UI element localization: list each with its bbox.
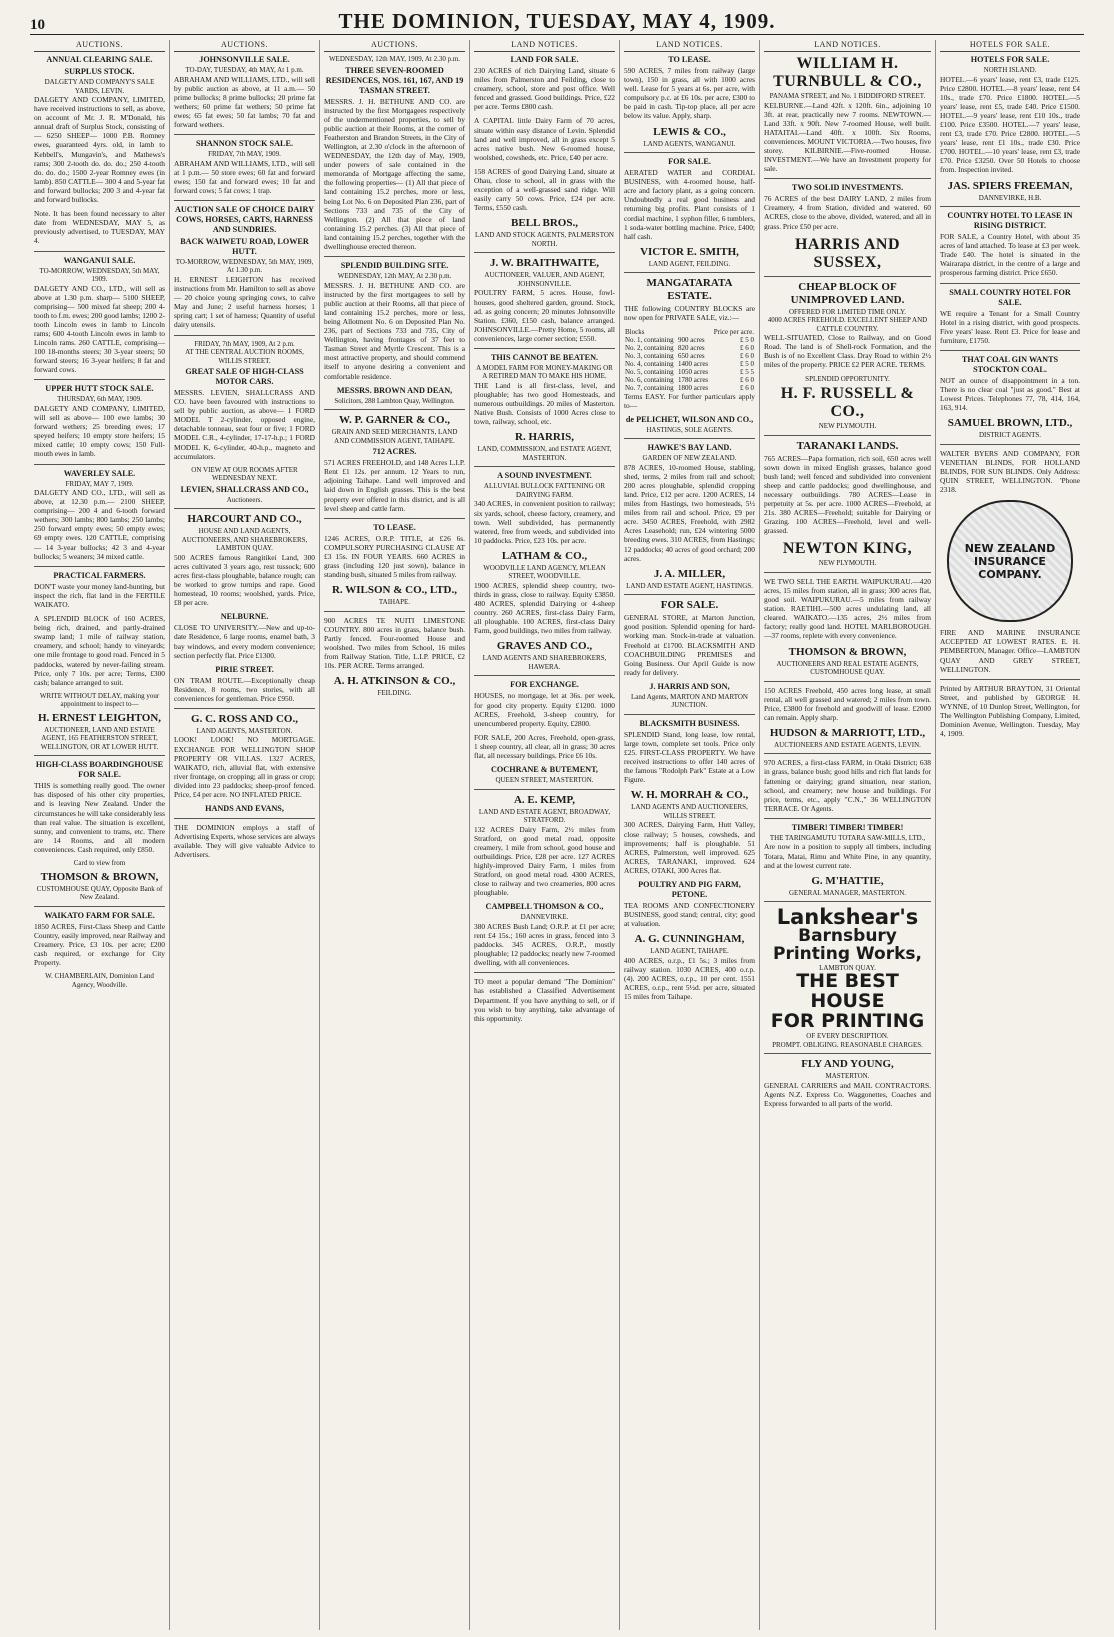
advertiser-name: H. ERNEST LEIGHTON,: [37, 711, 162, 724]
ad-body: HOTEL.—6 years' lease, rent £3, trade £125. Price £2800. HOTEL.—8 years' lease, rent £4 10s., trade £70. Price £1800. HOTEL.—5 years' lease, rent £5, trade £40. Price £1500. HOTEL.—9 years' lease, rent £10 10s., trade £100. Price £3500. HOTEL.—7 years' lease, rent £3, trade £70. Price £2800. HOTEL.—5 years' lease, rent £1 10s., trade £30. Price £700. HOTEL.—10 years' lease, rent £3, trade £70. Price £3250. Over 50 Hotels to choose from. Inspection invited.: [940, 74, 1080, 175]
advertiser-name: MESSRS. BROWN AND DEAN,: [336, 385, 453, 395]
table-cell: No. 7, containing: [625, 383, 674, 392]
ad-heading: FOR SALE.: [660, 599, 719, 612]
ad-body: 230 ACRES of rich Dairying Land, situate 6 miles from Palmerston and Feilding, close to creamery, school, store and post office. Well fenced and grassed. Good buildings. Price, £22 per acre. Terms £800 cash.: [474, 66, 615, 112]
lankshear-title: Lankshear's: [776, 905, 919, 930]
column-7: [936, 40, 1084, 1630]
advertiser-name: J. A. MILLER,: [653, 567, 726, 580]
ad-body: AERATED WATER and CORDIAL BUSINESS, with 4-roomed house, half-acre and factory plant, as a going concern. Undoubtedly a real good business and returning big profits. Plant consists of 1 cordial machine, 1 syphon filler, 6 tumblers, 1 soda-water bottling machine. Price, £400; half cash.: [624, 168, 755, 241]
ad-body: GENERAL CARRIERS and MAIL CONTRACTORS. Agents N.Z. Express Co. Waggonettes, Coaches and Express forwarded to all parts of the world.: [764, 1080, 931, 1108]
advertiser-address: GENERAL MANAGER, MASTERTON.: [788, 888, 907, 897]
ad-body: 1900 ACRES, splendid sheep country, two-thirds in grass, close to railway. Equity £3850. 480 ACRES, splendid Dairying or 4-sheep country. 260 ACRES, first-class Dairy Farm, all ploughable. 100 ACRES, first-class Dairy Farm, good buildings, two miles from railway.: [474, 580, 615, 636]
ad-body: 590 ACRES, 7 miles from railway (large town), 150 in grass, all with 1000 acres well. Lease for 5 years at 6s. per acre, with compulsory p.c. at £6 10s. per acre, £300 to be paid in cash. Tip-top place, all per acre below its value. Apply, sharp.: [624, 66, 755, 121]
ad-subheading: GARDEN OF NEW ZEALAND.: [642, 454, 737, 463]
ad-subheading: WRITE WITHOUT DELAY, making your appointment to inspect to—: [39, 691, 160, 709]
ad-subheading: AT THE CENTRAL AUCTION ROOMS, WILLIS STREET.: [185, 348, 304, 365]
table-cell: No. 3, containing: [625, 351, 674, 360]
ad-heading: TIMBER! TIMBER! TIMBER!: [791, 822, 904, 832]
ad-body: THIS is something really good. The owner has disposed of his other city properties, and is leaving New Zealand. Under the circumstances he will take considerably less than real value. The situation is excellent, sunny, and convenient to trams, etc. There are 14 Rooms, and all modern conveniences. Cash required, only £850.: [34, 781, 165, 854]
table-row: [624, 368, 755, 376]
ad-subheading: 4000 ACRES FREEHOLD. EXCELLENT SHEEP AND CATTLE COUNTRY.: [767, 316, 928, 333]
table-cell: No. 4, containing: [625, 359, 674, 368]
ad-body: H. ERNEST LEIGHTON has received instructions from Mr. Hamilton to sell as above— 20 choice young springing cows, to calve May and June; 2 useful harness horses; 1 spring cart; 1 set of harness; Quantity of useful dairy utensils.: [174, 274, 315, 330]
advertiser-address: Solicitors, 288 Lambton Quay, Wellington.: [334, 396, 455, 405]
advertiser-address: DISTRICT AGENTS.: [978, 431, 1042, 440]
ad-subheading: THURSDAY, 6th MAY, 1909.: [57, 395, 142, 404]
advertiser-name: HANDS AND EVANS,: [205, 804, 284, 814]
advertiser-address: MASTERTON.: [825, 1072, 870, 1081]
ad-body: HOUSES, no mortgage, let at 36s. per week, for good city property. Equity £1200. 1000 ACRES, Freehold, 3-sheep country, for unencumbered property. Equity, £2800.: [474, 691, 615, 728]
emblem-line: COMPANY.: [978, 567, 1042, 581]
advertiser-name: G. C. ROSS AND CO.,: [191, 712, 298, 725]
ad-heading: TWO SOLID INVESTMENTS.: [791, 183, 904, 193]
ad-body: WE require a Tenant for a Small Country Hotel in a rising district, with good prospects. Five years' lease. Rent £3. Price for lease and furniture, £1750.: [940, 308, 1080, 345]
ad-heading: WANGANUI SALE.: [63, 255, 136, 265]
ad-body: KELBURNE.—Land 42ft. x 120ft. 6in., adjoining 10 3ft. at rear, practically new 7 rooms. NEWTOWN.—Land 33ft. x 90ft. New 7-roomed House, well built. HATAITAI.—Land 40ft. x 100ft. Six Rooms, conveniences. MOUNT VICTORIA.—Two houses, five storey. KILBIRNIE.—Five-roomed House. INVESTMENT.—We have an Investment property for sale.: [764, 100, 931, 174]
ad-subheading: Card to view from: [73, 859, 126, 868]
column-6: [760, 40, 936, 1630]
advertiser-address: DANNEVIRKE.: [520, 913, 569, 922]
ad-body: 500 ACRES famous Rangitikei Land, 300 acres cultivated 3 years ago, rest tussock; 600 acres first-class ploughable, balance rough; can be worked to grow turnips and rape. Good homestead, 10 rooms; woolshed, yards. Price, £8 per acre.: [174, 552, 315, 608]
advertiser-address: LAND, COMMISSION, and ESTATE AGENT, MASTERTON.: [477, 445, 612, 462]
ad-body: Note. It has been found necessary to alter date from WEDNESDAY, MAY 5, as previously advertised, to TUESDAY, MAY 4.: [34, 209, 165, 246]
table-row: [624, 384, 755, 392]
ad-subheading: FRIDAY, MAY 7, 1909.: [65, 479, 134, 488]
ad-heading: COUNTRY HOTEL TO LEASE IN RISING DISTRICT.: [947, 211, 1073, 231]
ad-body: 150 ACRES Freehold, 450 acres long lease, at small rental, all well grassed and watered; 2 miles from town. Price, £3800 for freehold and goodwill of lease. £2000 can remain. Apply sharp.: [764, 685, 931, 722]
table-cell: 1050 acres: [678, 367, 709, 376]
lankshear-slogan: FOR PRINTING: [770, 1010, 925, 1033]
advertiser-address: LAND AGENT, FEILDING.: [648, 259, 731, 268]
table-cell: 1400 acres: [678, 359, 709, 368]
table-cell: No. 5, containing: [625, 367, 674, 376]
columns: [30, 40, 1084, 1630]
ad-heading: CHEAP BLOCK OF UNIMPROVED LAND.: [790, 280, 905, 306]
ad-heading: POULTRY AND PIG FARM, PETONE.: [638, 880, 741, 899]
ad-body: 1850 ACRES, First-Class Sheep and Cattle Country, easily improved, near Railway and Creamery. Price, £3 10s. per acre; £200 cash required, or exchange for City Property.: [34, 921, 165, 967]
ad-subheading: SPLENDID OPPORTUNITY.: [805, 374, 890, 383]
ad-subheading: TO-MORROW, WEDNESDAY, 5th MAY, 1909, At 1.30 p.m.: [175, 257, 314, 275]
advertiser-name: G. M'HATTIE,: [811, 874, 884, 887]
ad-heading: LAND FOR SALE.: [510, 55, 579, 64]
column-5: [620, 40, 760, 1630]
advertiser-address: QUEEN STREET, MASTERTON.: [495, 776, 594, 785]
advertiser-address: NEW PLYMOUTH.: [818, 422, 877, 430]
ad-heading: SPLENDID BUILDING SITE.: [340, 261, 449, 271]
advertiser-name: R. HARRIS,: [515, 431, 574, 444]
table-row: [624, 352, 755, 360]
ad-heading: ANNUAL CLEARING SALE.: [46, 55, 153, 64]
table-cell: No. 6, containing: [625, 375, 674, 384]
ad-body: 340 ACRES, in convenient position to railway; six yards, school, cheese factory, creamery, and town. Well subdivided, has permanently watered, free from weeds, and subdivided into 10 paddocks. Price, £23 10s. per acre.: [474, 499, 615, 545]
ad-heading: HOTELS FOR SALE.: [970, 55, 1050, 64]
ad-subheading: NORTH ISLAND.: [983, 66, 1037, 74]
ad-body: 300 ACRES, Dairying Farm, Hutt Valley, close railway; 5 houses, cowsheds, and improvements; half is ploughable. 51 ACRES, Palmerston, well improved. 625 ACRES, TARANAKI, improved. 624 ACRES, OTAKI, 300 Acres flat.: [624, 820, 755, 875]
ad-body: 158 ACRES of good Dairying Land, situate at Ohau, close to school, all in grass with the exception of a well-grassed sand ridge. Will easily carry 50 cows. Price, £24 per acre. Terms, £550 cash.: [474, 166, 615, 213]
advertiser-address: LAND AGENTS, MASTERTON.: [196, 726, 293, 735]
table-row: [624, 376, 755, 384]
ad-heading: THAT COAL GIN WANTS STOCKTON COAL.: [961, 354, 1059, 374]
ad-subheading: FRIDAY, 7th MAY, 1909, At 2 p.m.: [194, 339, 295, 348]
advertiser-name: HARCOURT AND CO.,: [187, 513, 302, 526]
table-cell: £ 6 0: [740, 351, 754, 360]
ad-body: 571 ACRES FREEHOLD, and 148 Acres L.I.P. Rent £1 12s. per annum. 12 Years to run, adjoining Taihape. Land well improved and laid down in English grasses. This is the best property ever offered in this district, and is all level sheep and cattle farm.: [324, 458, 465, 513]
ad-body: THE following COUNTRY BLOCKS are now open for PRIVATE SALE, viz.:—: [624, 304, 755, 323]
ad-body: WE TWO SELL THE EARTH. WAIPUKURAU.—420 acres, 15 miles from station, all in grass; 300 acres flat, good soil. WAIPUKURAU.—5 miles from railway station. RAETIHI.—500 acres undulating land, all cleared. WAIKATO.—135 acres, 2½ miles from factory; really good land. HOTEL MARLBOROUGH.—37 rooms, replete with every convenience.: [764, 576, 931, 641]
ad-body: FIRE AND MARINE INSURANCE ACCEPTED AT LOWEST RATES. E. H. PEMBERTON, Manager. Office—LAMBTON QUAY AND GREY STREET, WELLINGTON.: [940, 628, 1080, 674]
table-header-cell: [677, 328, 711, 336]
advertiser-address: LAND AGENT, TAIHAPE.: [650, 947, 729, 956]
ad-body: Terms EASY. For further particulars apply to—: [624, 391, 755, 410]
ad-body: 900 ACRES TE NUITI LIMESTONE COUNTRY. 800 acres in grass, balance bush. Partly fenced. Four-roomed House and woolshed. Two miles from School, 16 miles from Railway Station. Title, L.I.P. PRICE, £2 10s. PER ACRE. Terms arranged.: [324, 615, 465, 671]
advertiser-name: WILLIAM H. TURNBULL & CO.,: [773, 55, 922, 90]
ad-body: TO meet a popular demand "The Dominion" has established a Classified Advertisement Department. If you have anything to sell, or if you wish to buy anything, take advantage of this opportunity.: [474, 977, 615, 1023]
ad-heading: HAWKE'S BAY LAND.: [647, 443, 732, 453]
ad-body: ON TRAM ROUTE.—Exceptionally cheap Residence, 8 rooms, two stories, with all conveniences for gentleman. Price £950.: [174, 675, 315, 703]
section-header: LAND NOTICES.: [624, 40, 755, 52]
ad-body: MESSRS. J. H. BETHUNE AND CO. are instructed by the first mortgagees to sell by public auction at their Rooms, all that piece of land containing 15.2 perches, more or less, being Allotment No. 6 on Deposited Plan No. 236, part of Sections 733 and 735, City of Wellington, having frontages of 37 feet to Tasman Street and Myrtle Crescent. This is a most attractive property, and should commend itself to anyone desiring a convenient and comfortable residence.: [324, 280, 465, 381]
table-header-cell: Price per acre.: [713, 327, 754, 336]
advertiser-name: W. P. GARNER & CO.,: [338, 414, 451, 427]
lankshear-subtitle: Barnsbury: [798, 926, 897, 947]
advertiser-address: HASTINGS, SOLE AGENTS.: [646, 425, 733, 434]
ad-body: 380 ACRES Bush Land; O.R.P. at £1 per acre; rent £4 15s.; 160 acres in grass, fenced into 3 paddocks. 345 ACRES, O.R.P., mostly ploughable; 12 paddocks; nearly new 7-roomed dwelling, with all conveniences.: [474, 921, 615, 968]
advertiser-address: HOUSE AND LAND AGENTS, AUCTIONEERS, AND SHAREBROKERS, LAMBTON QUAY.: [181, 527, 308, 553]
ad-body: TEA ROOMS AND CONFECTIONERY BUSINESS, good stand; central, city; good at valuation.: [624, 901, 755, 929]
advertiser-name: de PELICHET, WILSON AND CO.,: [625, 414, 754, 424]
ad-body: 76 ACRES of the best DAIRY LAND, 2 miles from Creamery, 4 from Station, divided and watered. 60 ACRES, close to the above, divided, watered, and all in grass. Price £50 per acre.: [764, 194, 931, 231]
insurance-company-emblem: [947, 500, 1073, 622]
ad-heading: TARANAKI LANDS.: [796, 439, 899, 452]
advertiser-address: NEW PLYMOUTH.: [818, 559, 877, 568]
advertiser-name: LATHAM & CO.,: [501, 549, 588, 562]
advertiser-name: W. H. MORRAH & CO.,: [630, 789, 749, 802]
table-cell: 900 acres: [678, 335, 705, 344]
ad-body: DON'T waste your money land-hunting, but inspect the rich, flat land in the FERTILE WAIKATO.: [34, 581, 165, 609]
ad-heading: TO LEASE.: [668, 55, 711, 64]
advertiser-name: R. WILSON & CO., LTD.,: [331, 584, 457, 597]
ad-body: FOR SALE, 200 Acres, Freehold, open-grass, 1 sheep country, all clear, all in grass; 30 acres flat, all necessary buildings. Price £6 10s.: [474, 732, 615, 761]
ad-subheading: A MODEL FARM FOR MONEY-MAKING OR A RETIRED MAN TO MAKE HIS HOME.: [476, 363, 613, 381]
advertiser-name: A. G. CUNNINGHAM,: [634, 933, 745, 946]
ad-body: WALTER BYERS AND COMPANY, FOR VENETIAN BLINDS, FOR HOLLAND BLINDS, FOR SUN BLINDS. Only Address: QUIN STREET, WELLINGTON. 'Phone 2318.: [940, 448, 1080, 495]
advertiser-address: W. CHAMBERLAIN, Dominion Land Agency, Woodville.: [45, 972, 154, 989]
advertiser-address: LAND AGENTS AND SHAREBROKERS, HAWERA.: [482, 654, 607, 671]
ad-body: POULTRY FARM, 5 acres. House, fowl-houses, good sheltered garden, ground. Stock, ad. as going concern; 20 minutes Johnsonville Station. £360, £150 cash, balance arranged. JOHNSONVILLE.—Pretty Home, 5 rooms, all conveniences, large corner section; £550.: [474, 288, 615, 343]
blocks-table: [624, 328, 755, 392]
ad-heading: SHANNON STOCK SALE.: [196, 139, 293, 149]
ad-heading: UPPER HUTT STOCK SALE.: [45, 384, 154, 394]
section-header: AUCTIONS.: [324, 40, 465, 52]
emblem-line: NEW ZEALAND: [964, 541, 1056, 555]
table-cell: 1800 acres: [678, 383, 709, 392]
advertiser-address: AUCTIONEER, VALUER, AND AGENT, JOHNSONVILLE.: [484, 271, 605, 288]
advertiser-address: LAND AND ESTATE AGENT, BROADWAY, STRATFORD.: [478, 807, 611, 825]
advertiser-address: LAND AGENTS, WANGANUI.: [643, 139, 736, 148]
advertiser-name: VICTOR E. SMITH,: [640, 245, 739, 258]
section-header: AUCTIONS.: [174, 40, 315, 52]
ad-body: A SPLENDID BLOCK of 160 ACRES, being rich, drained, and partly-drained swamp land; 1 mile of railway station, creamery, and school; handy to vineyards; one mile frontage to good road. Fenced in 5 paddocks, watered by never-failing stream. Price, only 7 10s. per acre; Terms, £300 cash; balance arranged to suit.: [34, 614, 165, 687]
ad-body: LOOK! LOOK! NO MORTGAGE. EXCHANGE FOR WELLINGTON SHOP PROPERTY OR VILLAS. 1327 ACRES, WAIKATO, rich, alluvial flat, with extensive river frontage, on cropping; all in grass or crop; divided into 23 paddocks; sheep-proof fenced. Price, £4 per acre. NO INFLATED PRICE.: [174, 735, 315, 800]
ad-heading: A SOUND INVESTMENT.: [497, 471, 592, 481]
emblem-line: INSURANCE: [974, 554, 1046, 568]
ad-body: THE DOMINION employs a staff of Advertising Experts, whose services are always available. They will give valuable Advice to Advertisers.: [174, 823, 315, 860]
page-number: 10: [30, 17, 45, 33]
ad-heading: WAIKATO FARM FOR SALE.: [44, 910, 155, 920]
ad-heading: WAVERLEY SALE.: [63, 468, 136, 478]
table-cell: 820 acres: [678, 343, 705, 352]
ad-body: FOR SALE, a Country Hotel, with about 35 acres of land attached. To lease at £3 per week. Trade £40. The hotel is situated in the Wairarapa district, in the centre of a large and prosperous farming district. Price £650.: [940, 232, 1080, 278]
table-cell: 650 acres: [678, 351, 705, 360]
advertiser-name: J. W. BRAITHWAITE,: [489, 257, 600, 270]
ad-heading: SMALL COUNTRY HOTEL FOR SALE.: [949, 287, 1071, 307]
table-cell: £ 5 5: [740, 367, 754, 376]
table-cell: No. 1, containing: [625, 335, 674, 344]
ad-subheading: OFFERED FOR LIMITED TIME ONLY.: [788, 307, 907, 316]
table-cell: £ 5 0: [740, 359, 754, 368]
advertiser-address: LAND AND ESTATE AGENT, HASTINGS.: [626, 581, 753, 590]
ad-body: A CAPITAL little Dairy Farm of 70 acres, situate within easy distance of Levin. Splendid land and well improved, all in grass except 5 acres native bush. New 6-roomed house, woolshed, cowsheds, etc. Price, £40 per acre.: [474, 116, 615, 162]
ad-heading: 712 ACRES.: [372, 447, 417, 457]
table-row: [624, 360, 755, 368]
masthead: [30, 10, 1084, 35]
ad-body: 1246 ACRES, O.R.P. TITLE, at £26 6s. COMPULSORY PURCHASING CLAUSE AT £3 15s. IN FOUR YEARS. 660 ACRES in grass (including 120 just sown), balance in standing bush, situated 5 miles from railway.: [324, 533, 465, 580]
table-header-cell: Blocks: [625, 327, 645, 336]
ad-subheading: THE TARINGAMUTU TOTARA SAW-MILLS, LTD.,: [769, 833, 926, 842]
advertiser-address: FEILDING.: [377, 689, 412, 698]
ad-subheading: ON VIEW AT OUR ROOMS AFTER WEDNESDAY NEXT.: [191, 465, 298, 483]
advertiser-name: THOMSON & BROWN,: [788, 645, 907, 658]
ad-heading: FOR EXCHANGE.: [510, 680, 579, 690]
ad-heading: PIRIE STREET.: [215, 664, 274, 674]
ad-body: DALGETY AND CO., LTD., will sell as above at 1.30 p.m. sharp— 5100 SHEEP, comprising— 500 mixed fat sheep; 200 4-tooth to f.m. ewes; 200 good lambs; 1200 2-tooth Lincoln ewes in lamb to Lincoln rams; 600 4-tooth Lincoln ewes in lamb to Lincoln rams. 260 CATTLE, comprising— 100 18-months steers; 30 3-year steers; 50 forward steers; 16 3-year heifers; 8 fat and forward cows.: [34, 283, 165, 375]
advertiser-name: A. H. ATKINSON & CO.,: [333, 675, 456, 688]
ad-heading: TO LEASE.: [373, 522, 416, 532]
table-cell: £ 5 0: [740, 335, 754, 344]
lankshear-slogan: THE BEST HOUSE: [796, 970, 899, 1013]
advertiser-address: Land Agents, MARTON AND MARTON JUNCTION.: [631, 692, 748, 710]
ad-subheading: ALLUVIAL BULLOCK FATTENING OR DAIRYING FARM.: [483, 482, 606, 499]
advertiser-address: DANNEVIRKE, H.B.: [978, 193, 1042, 202]
advertiser-name: COCHRANE & BUTEMENT,: [491, 765, 598, 775]
ad-heading: FOR SALE.: [668, 157, 711, 167]
ad-heading: GREAT SALE OF HIGH-CLASS MOTOR CARS.: [185, 367, 304, 386]
table-row: [624, 344, 755, 352]
section-header: AUCTIONS.: [34, 40, 165, 52]
table-cell: 1780 acres: [678, 375, 709, 384]
section-header: HOTELS FOR SALE.: [940, 40, 1080, 52]
advertiser-name: SAMUEL BROWN, LTD.,: [947, 417, 1073, 430]
advertiser-address: AUCTIONEERS AND REAL ESTATE AGENTS, CUSTOMHOUSE QUAY.: [776, 659, 919, 676]
ad-body: GENERAL STORE, at Marton Junction, good position. Splendid opening for hard-working man. Stock-in-trade at valuation. Freehold at £1700. BLACKSMITH AND COACHBUILDING PREMISES and Going Business. Our April Guide is now ready for delivery.: [624, 613, 755, 677]
newspaper-title: THE DOMINION, TUESDAY, MAY 4, 1909.: [338, 9, 776, 33]
section-header: LAND NOTICES.: [764, 40, 931, 52]
lankshear-address: LAMBTON QUAY.: [819, 963, 876, 972]
column-2: [170, 40, 320, 1630]
advertiser-address: WOODVILLE LAND AGENCY, M'LEAN STREET, WOODVILLE.: [483, 563, 606, 581]
ad-body: Are now in a position to supply all timbers, including Totara, Matai, Rimu and White Pine, in any quantity, and at the lowest current rate.: [764, 842, 931, 870]
advertiser-name: A. E. KEMP,: [513, 793, 575, 806]
advertiser-address: CUSTOMHOUSE QUAY, Opposite Bank of New Zealand.: [36, 884, 163, 902]
ad-body: 132 ACRES Dairy Farm, 2½ miles from Stratford, on good metal road, opposite creamery, 1 mile from school, good house and outbuildings. Price, £28 per acre. 127 ACRES highly-improved Dairy Farm, 1 miles from Stratford, on good metal road. 4300 ACRES, close to railway and two creameries, 800 acres ploughable.: [474, 824, 615, 898]
ad-body: 878 ACRES, 10-roomed House, stabling, shed, terms, 2 miles from rail and school; 200 acres ploughable, splendid cropping land. Price, £12 per acre. 1200 ACRES, 14 miles from Hastings, two homesteads, 5½ miles from rail and school. Price, £9 per acre. 3450 ACRES, Freehold, with 2982 Acres Leasehold; run, £24 wintering 5000 breeding ewes. 310 ACRES, from Hastings; 12 paddocks; 40 acres of good orchard; 200 acres.: [624, 462, 755, 563]
ad-heading: BACK WAIWETU ROAD, LOWER HUTT.: [180, 236, 309, 256]
lankshear-tagline: PROMPT. OBLIGING. REASONABLE CHARGES.: [772, 1040, 923, 1049]
advertiser-address: AUCTIONEER, LAND AND ESTATE AGENT, 165 FEATHERSTON STREET, WELLINGTON, OR AT LOWER HUTT.: [40, 725, 159, 751]
ad-subheading: TO-DAY, TUESDAY, 4th MAY, At 1 p.m.: [185, 66, 304, 74]
ad-subheading: WEDNESDAY, 12th MAY, At 2.30 p.m.: [337, 272, 452, 281]
ad-body: DALGETY AND COMPANY, LIMITED, have received instructions to sell, as above, on account of Mr. J. R. M'Donald, his annual draft of Surplus Stock, consisting of— 6250 SHEEP— 1000 P.B. Romney ewes, guaranteed 4yrs. old, in lamb to Kebbell's, Mungavin's, and Mathews's rams; 300 2-tooth do. do. do.; 250 4-tooth do. do. do.; 1500 2-year Romney ewes (in lamb). 850 CATTLE— 300 4 and 5-year fat and forward bullocks; 200 3 and 4-year fat and forward bullocks.: [34, 95, 165, 205]
ad-body: 765 ACRES—Papa formation, rich soil, 650 acres well sown down in mixed English grasses, balance good bush land; well fenced and subdivided into convenient sheep and cattle paddocks; good dwellinghouse, and necessary outbuildings. 780 ACRES—Lease in perpetuity at 5s. per acre. 1000 ACRES—Freehold, at 21s. 380 ACRES—Freehold; suitable for Dairying or Grazing. 100 ACRES—Freehold, level and well-grassed.: [764, 453, 931, 536]
ad-body: ABRAHAM AND WILLIAMS, LTD., will sell at 1 p.m.— 50 store ewes; 60 fat and forward ewes; 150 fat and forward ewes; 10 fat and forward cows; 5 fat cows; 1 trap.: [174, 158, 315, 195]
advertiser-address: LAND AGENTS AND AUCTIONEERS, WILLIS STREET.: [631, 803, 748, 820]
advertiser-name: NEWTON KING,: [782, 540, 913, 558]
ad-subheading: FRIDAY, 7th MAY, 1909.: [208, 150, 281, 159]
table-cell: £ 6 0: [740, 343, 754, 352]
ad-heading: THREE SEVEN-ROOMED RESIDENCES, NOS. 161, 167, AND 19 TASMAN STREET.: [325, 65, 464, 95]
advertiser-name: CAMPBELL THOMSON & CO.,: [485, 902, 604, 912]
imprint: Printed by ARTHUR BRAYTON, 31 Oriental Street, and published by GEORGE H. WYNNE, of 10 Dunlop Street, Wellington, for The Wellington Publishing Company, Limited, Dominion Avenue, Wellington. Tuesday, May 4, 1909.: [940, 683, 1080, 739]
advertiser-name: HUDSON & MARRIOTT, LTD.,: [769, 726, 926, 739]
ad-body: 400 ACRES, o.r.p., £1 5s.; 3 miles from railway station. 1030 ACRES, 400 o.r.p. (4). 200 ACRES, o.r.p., 10 per cent. 1551 ACRES, o.r.p., rent 5½d. per acre, situated 15 miles from Taihape.: [624, 955, 755, 1002]
ad-body: THE Land is all first-class, level, and ploughable; has two good Homesteads, and numerous outbuildings. 20 miles of Masterton. Native Bush. Consists of 1000 Acres close to town, railway, school, etc.: [474, 380, 615, 427]
lankshear-tagline: OF EVERY DESCRIPTION.: [806, 1032, 889, 1041]
advertiser-name: GRAVES AND CO.,: [496, 640, 593, 653]
ad-body: ABRAHAM AND WILLIAMS, LTD., will sell by public auction as above, at 11 a.m.— 50 prime bullocks; 8 prime bullocks; 20 prime fat wethers; 60 prime fat wethers; 50 prime fat ewes; 65 fat ewes; 50 fat lambs; 70 fat and forward wethers.: [174, 74, 315, 129]
table-cell: £ 6 0: [740, 383, 754, 392]
ad-body: CLOSE TO UNIVERSITY.—New and up-to-date Residence, 6 large rooms, enamel bath, 3 bay windows, and every modern convenience; section perfectly flat. Price £1300.: [174, 623, 315, 660]
advertiser-address: PANAMA STREET, and No. 1 BIDDIFORD STREET.: [769, 92, 926, 100]
ad-heading: NELBURNE.: [220, 612, 269, 622]
table-cell: No. 2, containing: [625, 343, 674, 352]
advertiser-address: Auctioneers.: [226, 495, 263, 504]
ad-heading: BLACKSMITH BUSINESS.: [639, 718, 740, 728]
column-3: [320, 40, 470, 1630]
advertiser-address: LAND AND STOCK AGENTS, PALMERSTON NORTH.: [475, 231, 614, 248]
advertiser-address: TAIHAPE.: [378, 598, 411, 607]
table-cell: £ 6 0: [740, 375, 754, 384]
ad-subheading: DALGETY AND COMPANY'S SALE YARDS, LEVIN.: [44, 78, 155, 95]
ad-subheading: TO-MORROW, WEDNESDAY, 5th MAY, 1909.: [39, 266, 160, 283]
table-row: [624, 336, 755, 344]
advertiser-name: H. F. RUSSELL & CO.,: [780, 385, 915, 420]
ad-body: 970 ACRES, a first-class FARM, in Otaki District; 638 in grass, balance bush; good hills and rich flat lands for fattening or dairying; grand situation, near station, school, and creamery; new house and buildings. For price, terms, etc., apply "C.N.," 36 WELLINGTON TERRACE. Or Agents.: [764, 758, 931, 813]
column-1: [30, 40, 170, 1630]
advertiser-name: THOMSON & BROWN,: [40, 870, 159, 883]
ad-heading: PRACTICAL FARMERS.: [53, 570, 146, 580]
ad-body: MESSRS. J. H. BETHUNE AND CO. are instructed by the first Mortgagees respectively of the undermentioned properties, to sell by public auction at their Rooms, at the corner of Featherston and Brandon Streets, in the City of Wellington, at 2.30 o'clock in the afternoon of WEDNESDAY, the 12th day of May, 1909, under powers of sale contained in the memoranda of Mortgage affecting the same, the following properties— (1) All that piece of land containing 15.2 perches, more or less, being Lot No. 6 on Deposited Plan 236, part of Sections 733 and 735 of the City of Wellington. (2) All that piece of land containing 15.2 perches. (3) All that piece of land containing 15.2 perches, together with the dwellinghouse erected thereon.: [324, 96, 465, 251]
ad-body: DALGETY AND COMPANY, LIMITED, will sell as above— 100 ewe lambs; 30 forward wethers; 25 breeding ewes; 17 speyed heifers; 10 empty store heifers; 15 mixed cattle; 10 empty cows; 150 Full-mouth ewes in lamb.: [34, 403, 165, 459]
advertiser-name: FLY AND YOUNG,: [801, 1058, 894, 1071]
advertiser-address: AUCTIONEERS AND ESTATE AGENTS, LEVIN.: [774, 740, 921, 749]
ad-heading: MANGATARATA ESTATE.: [646, 277, 733, 303]
ad-heading: JOHNSONVILLE SALE.: [199, 55, 290, 64]
ad-heading: AUCTION SALE OF CHOICE DAIRY COWS, HORSES, CARTS, HARNESS AND SUNDRIES.: [174, 204, 315, 234]
ad-body: WELL-SITUATED, Close to Railway, and on Good Road. The land is of Shell-rock Formation, and the Bush is of no Excellent Class. Dray Road to within 2½ miles of the property. PRICE £2 PER ACRE. TERMS.: [764, 333, 931, 370]
advertiser-name: BELL BROS.,: [511, 217, 578, 230]
advertiser-name: LEWIS & CO.,: [653, 125, 726, 138]
advertiser-address: GRAIN AND SEED MERCHANTS, LAND AND COMMISSION AGENT, TAIHAPE.: [331, 428, 458, 445]
ad-body: MESSRS. LEVIEN, SHALLCRASS AND CO. have been favoured with instructions to sell by public auction, as above— 1 FORD MODEL T 2-cylinder, opposed engine, detachable tonneau, seat four or five; 1 FORD MODEL C.R., 4-cylinder, 17-17-h.p.; 1 FORD MODEL K, 6-cylinder, 40-h.p., magneto and accumulators.: [174, 388, 315, 461]
advertiser-name: LEVIEN, SHALLCRASS AND CO.,: [180, 484, 309, 494]
advertiser-name: J. HARRIS AND SON,: [649, 681, 730, 691]
ad-subheading: WEDNESDAY, 12th MAY, 1909, At 2.30 p.m.: [328, 55, 461, 63]
table-header-row: [624, 328, 755, 336]
ad-heading: SURPLUS STOCK.: [64, 67, 135, 76]
ad-heading: THIS CANNOT BE BEATEN.: [490, 352, 599, 362]
ad-heading: HIGH-CLASS BOARDINGHOUSE FOR SALE.: [35, 760, 164, 780]
column-4: [470, 40, 620, 1630]
advertiser-name: HARRIS AND SUSSEX,: [794, 235, 900, 271]
ad-body: DALGETY AND CO., LTD., will sell as above, at 12.30 p.m.— 2100 SHEEP, comprising— 200 4 and 6-tooth forward wethers; 300 lambs; 800 lambs; 250 lambs; 250 forward empty ewes; 50 empty ewes; 69 empty ewes. 120 CATTLE, comprising— 14 3-year bullocks; 42 3 and 4-year bullocks; 5 weaners; 34 mixed cattle.: [34, 488, 165, 561]
section-header: LAND NOTICES.: [474, 40, 615, 52]
ad-body: SPLENDID Stand, long lease, low rental, large town, complete set tools. Price only £25. FIRST-CLASS PROPERTY. We have received instructions to offer 140 acres of the famous "Rodolph Park" Estate at a Low Figure.: [624, 729, 755, 785]
ad-body: NOT an ounce of disappointment in a ton. There is no clear coal "just as good." Best at Lowest Prices. Telephones 77, 78, 414, 164, 163, 914.: [940, 375, 1080, 413]
advertiser-name: JAS. SPIERS FREEMAN,: [947, 179, 1073, 192]
lankshear-subtitle: Printing Works,: [772, 944, 922, 965]
